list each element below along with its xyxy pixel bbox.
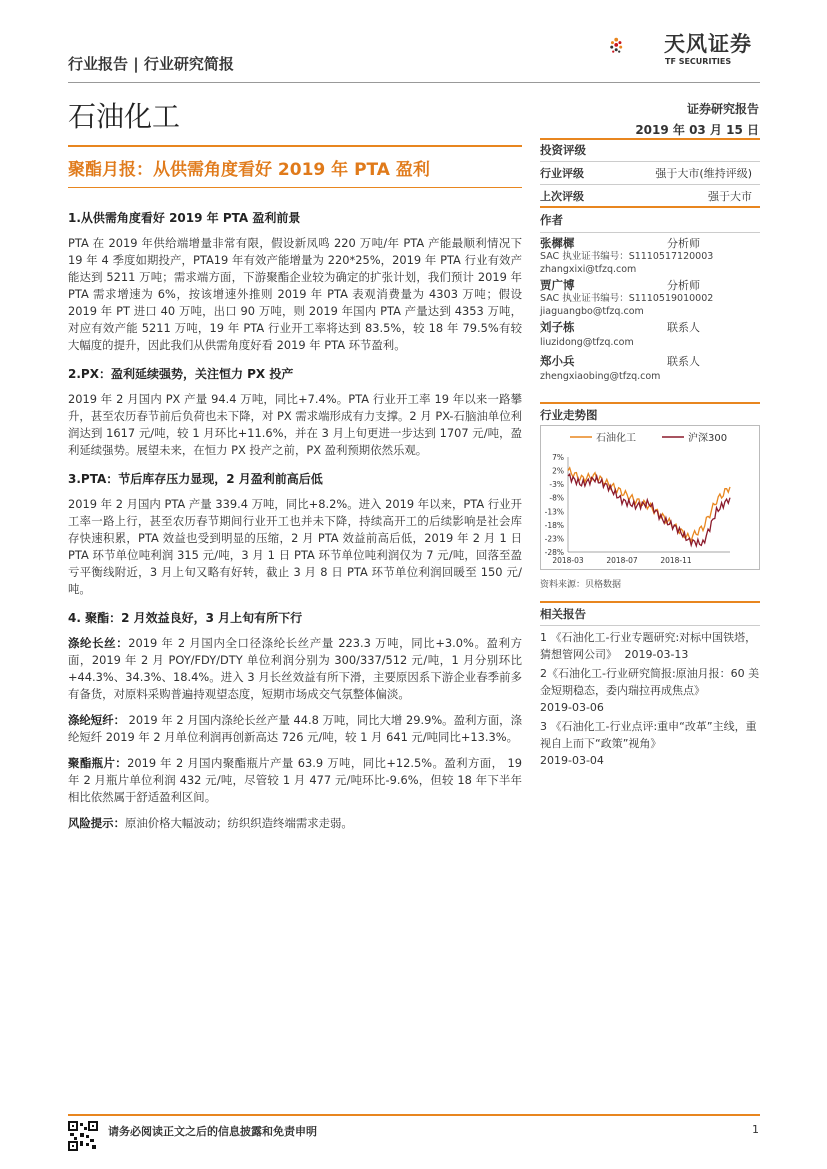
sidebar-top-line	[540, 138, 760, 140]
section-paragraph: 2019 年 2 月国内 PX 产量 94.4 万吨，同比+7.4%。PTA 行业开工率 19 年以来一路攀升，甚至农历春节前后负荷也未下降，对 PX 需求端形成有力支撑。2 月 PX-石脑油单位利润达到 1617 元/吨，较 1 月环比+11.6%，并在 3 月上旬更进一步达到 1707 元/吨，盈利延续强势。展望未来，在恒力 PX 投产之前，PX 盈利预期依然乐观。	[68, 392, 522, 457]
related-report[interactable]	[540, 665, 760, 716]
chart-frame	[541, 426, 760, 570]
logo-name: 天风证券	[664, 32, 752, 56]
author	[540, 355, 760, 383]
y-tick-label: 2%	[552, 466, 564, 476]
trend-chart	[540, 425, 760, 570]
item-label: 风险提示：	[68, 816, 125, 830]
title-top-line	[68, 145, 522, 147]
related-box	[540, 606, 760, 769]
authors-title: 作者	[540, 212, 760, 233]
tf-logo-icon	[608, 20, 664, 72]
x-tick-label: 2018-07	[606, 556, 638, 565]
section-paragraph: PTA 在 2019 年供给端增量非常有限，假设新凤鸣 220 万吨/年 PTA 产能最顺利情况下 19 年 4 季度如期投产，PTA19 年有效产能增量为 220*25%，2019 年 PTA 行业有效产能达到 5211 万吨；需求端方面，下游聚酯企业较为确定的扩张计划，我们预计 2019 年 PTA 需求增速为 6%，按该增速外推则 2019 年 PTA 表观消费量为 4303 万吨；假设 2019 年 PT 进口 40 万吨，出口 90 万吨，则 2019 年国内 PTA 产量达到 4353 万吨，对应有效产能 5211 万吨，19 年 PTA 行业开工率将达到 83.5%，较 18 年 79.5%有较大幅度的提升，因此我们从供需角度好看 2019 年 PTA 环节盈利。	[68, 236, 522, 352]
author-role: 联系人	[667, 355, 700, 368]
author	[540, 279, 760, 318]
section-item	[68, 755, 522, 806]
section-heading: 4. 聚酯：2 月效益良好，3 月上旬有所下行	[68, 611, 303, 625]
footer-divider	[68, 1114, 760, 1116]
author	[540, 321, 760, 349]
author-name: 郑小兵	[540, 354, 575, 368]
section-item	[68, 635, 522, 703]
author-cert: SAC 执业证书编号：S1110519010002	[540, 293, 714, 304]
last-rating-label: 上次评级	[540, 190, 584, 203]
author-name: 刘子栋	[540, 320, 575, 334]
item-label: 涤纶短纤：	[68, 713, 126, 727]
breadcrumb: 行业报告 | 行业研究简报	[68, 55, 234, 73]
industry-rating-value: 强于大市(维持评级)	[655, 167, 752, 180]
x-tick-label: 2018-03	[552, 556, 584, 565]
report-date: 2019 年 03 月 15 日	[635, 123, 759, 137]
section-item	[68, 712, 522, 746]
item-label: 涤纶长丝：	[68, 636, 129, 650]
legend-label: 石油化工	[596, 433, 636, 444]
related-report[interactable]	[540, 718, 760, 769]
section-3	[68, 471, 522, 598]
x-tick-label: 2018-11	[660, 556, 692, 565]
trend-top-line	[540, 402, 760, 404]
title-bottom-line	[68, 187, 522, 188]
item-label: 聚酯瓶片：	[68, 756, 128, 770]
qr-code-icon	[68, 1121, 98, 1151]
item-text: 2019 年 2 月国内聚酯瓶片产量 63.9 万吨，同比+12.5%。盈利方面， 19 年 2 月瓶片单位利润 432 元/吨，尽管较 1 月 477 元/吨环比-9.6%，但较 18 年下半年相比依然属于舒适盈利区间。	[68, 756, 522, 804]
disclaimer-link[interactable]: 请务必阅读正文之后的信息披露和免责申明	[108, 1125, 317, 1138]
related-report-title[interactable]: 2《石油化工-行业研究简报:原油月报：60 美金短期稳态，委内瑞拉再成焦点》	[540, 667, 760, 697]
rating-box	[540, 142, 760, 207]
legend-label: 沪深300	[688, 433, 728, 444]
last-rating-row	[540, 185, 760, 207]
risk-warning	[68, 815, 522, 832]
author	[540, 237, 760, 276]
trend-title: 行业走势图	[540, 408, 598, 422]
y-tick-label: -8%	[549, 493, 564, 503]
y-tick-label: 7%	[552, 453, 564, 462]
section-2	[68, 366, 522, 459]
y-tick-label: -3%	[549, 480, 564, 490]
last-rating-value: 强于大市	[708, 190, 752, 203]
y-tick-label: -18%	[544, 520, 564, 530]
related-report[interactable]	[540, 629, 760, 663]
item-text: 2019 年 2 月国内涤纶长丝产量 44.8 万吨，同比大增 29.9%。盈利方面，涤纶短纤 2019 年 2 月单位利润再创新高达 726 元/吨，较 1 月 641 元/吨同比+13.3%。	[68, 713, 522, 744]
authors-top-line	[540, 206, 760, 208]
series-line	[568, 474, 730, 546]
related-report-date: 2019-03-06	[540, 701, 604, 714]
chart-source: 资料来源：贝格数据	[540, 580, 622, 590]
author-name: 贾广博	[540, 278, 575, 292]
author-cert: SAC 执业证书编号：S1110517120003	[540, 251, 714, 262]
item-text: 原油价格大幅波动；纺织织造终端需求走弱。	[124, 816, 353, 830]
section-heading: 2.PX：盈利延续强势，关注恒力 PX 投产	[68, 367, 294, 381]
header-divider	[68, 82, 760, 83]
section-1	[68, 210, 522, 354]
related-report-date: 2019-03-13	[624, 648, 689, 661]
section-heading: 3.PTA：节后库存压力显现，2 月盈利前高后低	[68, 472, 323, 486]
author-role: 分析师	[667, 237, 700, 250]
author-role: 分析师	[667, 279, 700, 292]
item-text: 2019 年 2 月国内全口径涤纶长丝产量 223.3 万吨，同比+3.0%。盈利方面，2019 年 2 月 POY/FDY/DTY 单位利润分别为 300/337/512 元/吨，1 月分别环比+44.3%、34.3%、18.4%。进入 3 月长丝效益有所下滑，主要原因系下游企业春季前多有备货，对原料采购普遍持观望态度，短期市场成交气氛整体偏淡。	[68, 636, 522, 701]
y-tick-label: -23%	[544, 534, 564, 544]
section-heading: 1.从供需角度看好 2019 年 PTA 盈利前景	[68, 211, 301, 225]
author-name: 张樨樨	[540, 236, 575, 250]
related-report-title[interactable]: 1 《石油化工-行业专题研究:对标中国铁塔，猜想管网公司》	[540, 631, 757, 661]
related-title: 相关报告	[540, 606, 760, 626]
y-tick-label: -13%	[544, 507, 564, 517]
related-report-date: 2019-03-04	[540, 754, 604, 767]
related-top-line	[540, 601, 760, 603]
author-email[interactable]: jiaguangbo@tfzq.com	[540, 306, 644, 317]
main-content	[68, 210, 522, 844]
report-title: 聚酯月报：从供需角度看好 2019 年 PTA 盈利	[68, 160, 430, 180]
logo-english: TF SECURITIES	[665, 57, 732, 66]
authors-box	[540, 212, 760, 383]
section-paragraph: 2019 年 2 月国内 PTA 产量 339.4 万吨，同比+8.2%。进入 2019 年以来，PTA 行业开工率一路上行，甚至农历春节期间行业开工也并未下降，持续高开工的后续影响是社会库存快速积累，PTA 效益也受到明显的压缩，2 月 PTA 效益前高后低，2019 年 2 月 1 日 PTA 环节单位吨利润 315 元/吨，3 月 1 日 PTA 环节单位吨利润仅为 7 元/吨，回落至盈亏平衡线附近，3 月上旬又略有好转，截止 3 月 8 日 PTA 环节单位利润回暖至 150 元/吨。	[68, 497, 522, 596]
section-4	[68, 610, 522, 832]
related-report-title[interactable]: 3 《石油化工-行业点评:重申“改革”主线，重视自上而下“政策”视角》	[540, 720, 757, 750]
report-type: 证券研究报告	[686, 102, 759, 116]
page-number: 1	[752, 1123, 759, 1136]
author-email[interactable]: zhengxiaobing@tfzq.com	[540, 371, 661, 382]
rating-title: 投资评级	[540, 142, 760, 162]
author-email[interactable]: liuzidong@tfzq.com	[540, 337, 634, 348]
y-tick-label: -28%	[544, 548, 564, 557]
author-email[interactable]: zhangxixi@tfzq.com	[540, 264, 637, 275]
industry-rating-label: 行业评级	[540, 167, 584, 180]
author-role: 联系人	[667, 321, 700, 334]
industry-rating-row	[540, 162, 760, 185]
sector-title: 石油化工	[68, 100, 181, 133]
